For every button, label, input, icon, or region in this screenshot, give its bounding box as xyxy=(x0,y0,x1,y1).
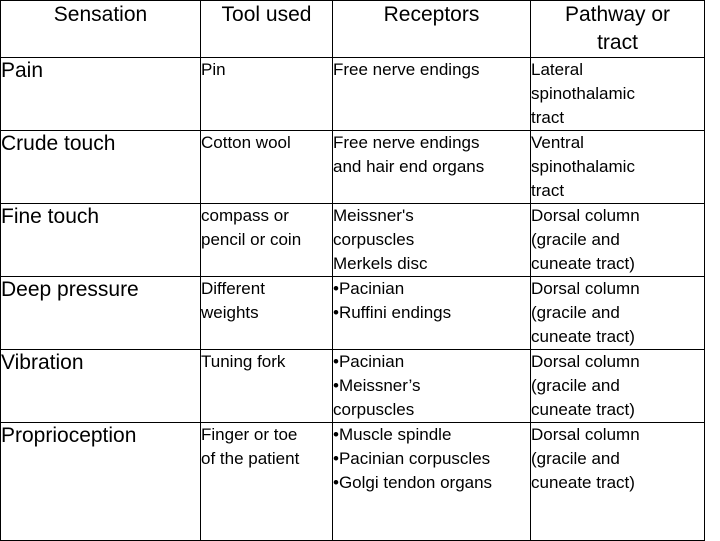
pathway-cell xyxy=(531,423,705,541)
tool-cell-line: pencil or coin xyxy=(201,230,302,249)
pathway-cell-line: (gracile and xyxy=(531,230,620,249)
receptors-cell-line: Merkels disc xyxy=(333,254,428,273)
sensation-cell: Deep pressure xyxy=(1,277,201,350)
sensation-cell: Pain xyxy=(1,58,201,131)
receptors-cell xyxy=(333,277,531,350)
header-sensation: Sensation xyxy=(1,1,201,58)
pathway-cell-line: (gracile and xyxy=(531,303,620,322)
pathway-cell-line: spinothalamic xyxy=(531,84,635,103)
sensation-cell: Proprioception xyxy=(1,423,201,541)
pathway-cell-line: cuneate tract) xyxy=(531,473,635,492)
tool-cell-line: Finger or toe xyxy=(201,425,298,444)
receptors-cell-line: •Pacinian xyxy=(333,279,405,298)
tool-cell xyxy=(201,204,333,277)
table-row xyxy=(1,277,705,350)
pathway-cell-line: (gracile and xyxy=(531,376,620,395)
tool-cell-line: Different xyxy=(201,279,265,298)
receptors-cell xyxy=(333,350,531,423)
table-row xyxy=(1,131,705,204)
receptors-cell-line: •Pacinian corpuscles xyxy=(333,449,491,468)
pathway-cell-line: cuneate tract) xyxy=(531,400,635,419)
receptors-cell-line: Free nerve endings xyxy=(333,60,480,79)
header-receptors: Receptors xyxy=(333,1,531,58)
header-pathway: Pathway or tract xyxy=(531,1,705,58)
table-row xyxy=(1,350,705,423)
sensation-cell: Crude touch xyxy=(1,131,201,204)
tool-cell xyxy=(201,350,333,423)
receptors-cell xyxy=(333,58,531,131)
tool-cell xyxy=(201,277,333,350)
tool-cell-line: Cotton wool xyxy=(201,133,291,152)
tool-cell-line: compass or xyxy=(201,206,289,225)
tool-cell-line: Pin xyxy=(201,60,226,79)
pathway-cell-line: Lateral xyxy=(531,60,583,79)
receptors-cell-line: corpuscles xyxy=(333,400,415,419)
pathway-cell xyxy=(531,350,705,423)
tool-cell xyxy=(201,131,333,204)
pathway-cell xyxy=(531,204,705,277)
receptors-cell-line: •Pacinian xyxy=(333,352,405,371)
pathway-cell xyxy=(531,277,705,350)
pathway-cell-line: Dorsal column xyxy=(531,206,640,225)
pathway-cell-line: Dorsal column xyxy=(531,279,640,298)
tool-cell-line: of the patient xyxy=(201,449,300,468)
pathway-cell-line: (gracile and xyxy=(531,449,620,468)
pathway-cell-line: Dorsal column xyxy=(531,425,640,444)
pathway-cell-line: cuneate tract) xyxy=(531,254,635,273)
receptors-cell-line: •Ruffini endings xyxy=(333,303,452,322)
pathway-cell xyxy=(531,131,705,204)
pathway-cell-line: tract xyxy=(531,181,565,200)
tool-cell xyxy=(201,423,333,541)
tool-cell xyxy=(201,58,333,131)
receptors-cell-line: •Muscle spindle xyxy=(333,425,452,444)
header-tool-used: Tool used xyxy=(201,1,333,58)
receptors-cell-line: Free nerve endings xyxy=(333,133,480,152)
tool-cell-line: weights xyxy=(201,303,259,322)
receptors-cell-line: •Golgi tendon organs xyxy=(333,473,493,492)
pathway-cell-line: cuneate tract) xyxy=(531,327,635,346)
pathway-cell-line: spinothalamic xyxy=(531,157,635,176)
receptors-cell-line: and hair end organs xyxy=(333,157,485,176)
pathway-cell-line: tract xyxy=(531,108,565,127)
tool-cell-line: Tuning fork xyxy=(201,352,286,371)
receptors-cell xyxy=(333,423,531,541)
receptors-cell-line: Meissner's xyxy=(333,206,414,225)
receptors-cell-line: •Meissner’s xyxy=(333,376,421,395)
receptors-cell xyxy=(333,131,531,204)
table-row xyxy=(1,58,705,131)
table-row xyxy=(1,204,705,277)
table-row xyxy=(1,423,705,541)
pathway-cell-line: Dorsal column xyxy=(531,352,640,371)
receptors-cell xyxy=(333,204,531,277)
sensation-cell: Fine touch xyxy=(1,204,201,277)
header-row xyxy=(1,1,705,58)
receptors-cell-line: corpuscles xyxy=(333,230,415,249)
pathway-cell-line: Ventral xyxy=(531,133,584,152)
sensation-cell: Vibration xyxy=(1,350,201,423)
pathway-cell xyxy=(531,58,705,131)
